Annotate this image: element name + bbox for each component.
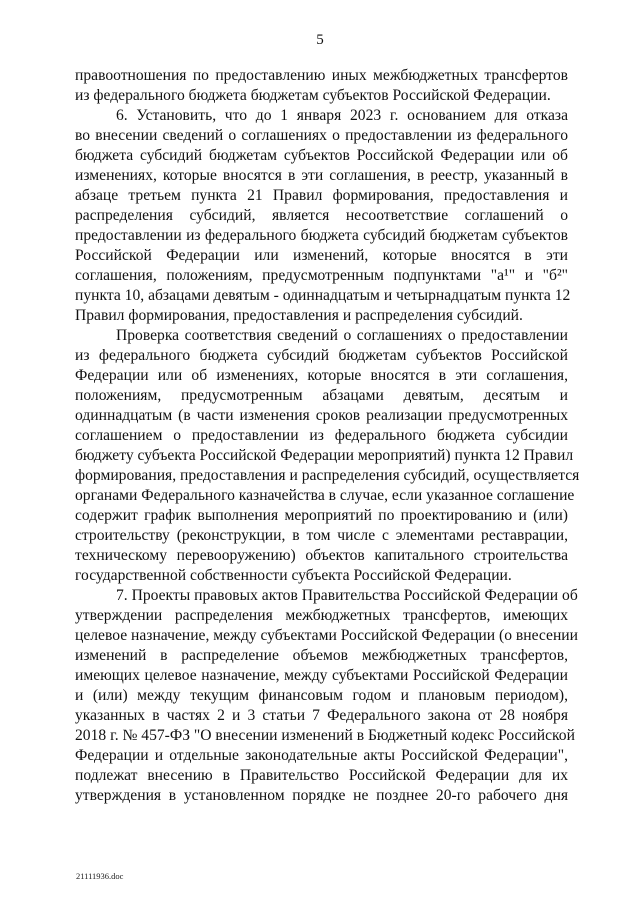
document-file-code: 21111936.doc <box>76 871 124 881</box>
text-line: Российской Федерации или изменений, которые вносятся в эти <box>75 247 568 264</box>
text-line: распределения субсидий, является несоответствие соглашений о <box>75 207 568 224</box>
text-line: утверждении распределения межбюджетных трансфертов, имеющих <box>75 607 568 624</box>
text-line: формирования, предоставления и распределения субсидий, осуществляется <box>75 467 580 484</box>
text-line: соглашения, положениям, предусмотренным подпунктами "а¹" и "б²" <box>75 267 568 284</box>
text-line: утверждения в установленном порядке не позднее 20-го рабочего дня <box>75 787 568 804</box>
text-line: положениям, предусмотренным абзацами девятым, десятым и <box>75 387 568 404</box>
text-line: из федерального бюджета субсидий бюджетам субъектов Российской <box>75 347 568 364</box>
text-line: 6. Установить, что до 1 января 2023 г. основанием для отказа <box>116 107 568 124</box>
text-line: и (или) между текущим финансовым годом и плановым периодом), <box>75 687 568 704</box>
text-line: во внесении сведений о соглашениях о предоставлении из федерального <box>75 127 568 144</box>
text-line: пункта 10, абзацами девятым - одиннадцатым и четырнадцатым пункта 12 <box>75 287 571 304</box>
text-line: государственной собственности субъекта Российской Федерации. <box>75 567 512 584</box>
text-line: Федерации и отдельные законодательные акты Российской Федерации", <box>75 747 568 764</box>
text-line: имеющих целевое назначение, между субъектами Российской Федерации <box>75 667 568 684</box>
page-number: 5 <box>316 32 324 48</box>
document-body <box>75 66 580 806</box>
text-line: соглашением о предоставлении из федерального бюджета субсидии <box>75 427 568 444</box>
text-line: предоставлении из федерального бюджета субсидий бюджетам субъектов <box>75 227 568 244</box>
text-line: указанных в частях 2 и 3 статьи 7 Федерального закона от 28 ноября <box>75 707 568 724</box>
text-line: техническому перевооружению) объектов капитального строительства <box>75 547 568 564</box>
text-line: бюджету субъекта Российской Федерации мероприятий) пункта 12 Правил <box>75 447 574 464</box>
text-line: правоотношения по предоставлению иных межбюджетных трансфертов <box>75 67 568 84</box>
text-line: 7. Проекты правовых актов Правительства Российской Федерации об <box>116 587 578 604</box>
text-line: Федерации или об изменениях, которые вносятся в эти соглашения, <box>75 367 568 384</box>
text-line: строительству (реконструкции, в том числе с элементами реставрации, <box>75 527 568 544</box>
text-line: органами Федерального казначейства в случае, если указанное соглашение <box>75 487 575 504</box>
text-line: Правил формирования, предоставления и распределения субсидий. <box>75 307 523 324</box>
text-line: содержит график выполнения мероприятий по проектированию и (или) <box>75 507 568 524</box>
text-line: одиннадцатым (в части изменения сроков реализации предусмотренных <box>75 407 568 424</box>
text-line: бюджета субсидий бюджетам субъектов Российской Федерации или об <box>75 147 568 164</box>
text-line: Проверка соответствия сведений о соглашениях о предоставлении <box>116 327 568 344</box>
text-line: подлежат внесению в Правительство Российской Федерации для их <box>75 767 568 784</box>
text-line: абзаце третьем пункта 21 Правил формирования, предоставления и <box>75 187 568 204</box>
text-line: изменениях, которые вносятся в эти соглашения, в реестр, указанный в <box>75 167 568 184</box>
text-line: изменений в распределение объемов межбюджетных трансфертов, <box>75 647 568 664</box>
text-line: целевое назначение, между субъектами Российской Федерации (о внесении <box>75 627 578 644</box>
text-line: 2018 г. № 457-ФЗ "О внесении изменений в Бюджетный кодекс Российской <box>75 727 575 744</box>
text-line: из федерального бюджета бюджетам субъектов Российской Федерации. <box>75 87 551 104</box>
